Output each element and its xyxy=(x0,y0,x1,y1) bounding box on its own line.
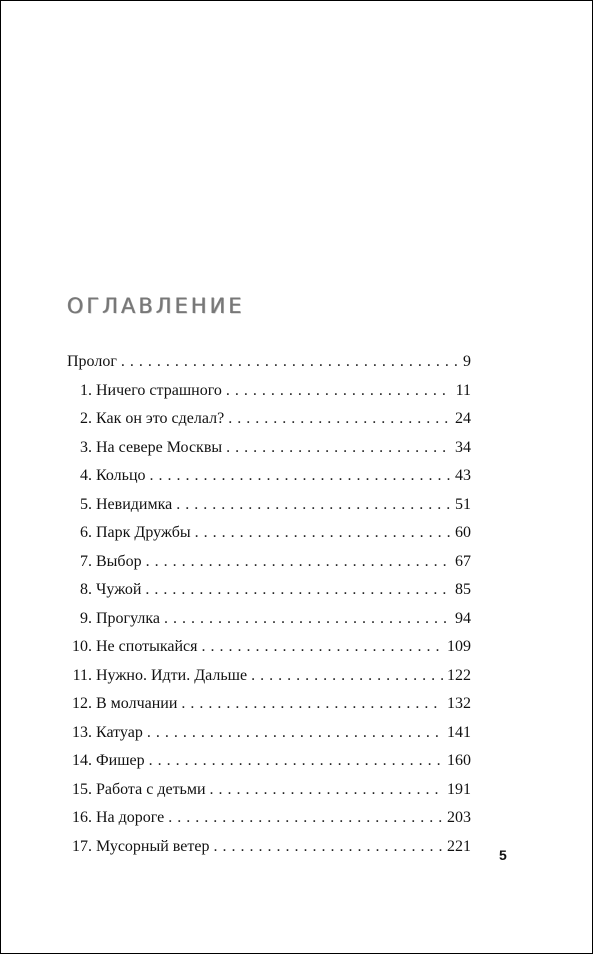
toc-entry-page: 94 xyxy=(455,609,471,627)
dot-leader xyxy=(121,353,459,371)
toc-entry-title: Ничего страшного xyxy=(96,381,222,399)
dot-leader xyxy=(145,581,451,599)
dot-leader xyxy=(181,695,443,713)
toc-entry xyxy=(67,667,471,696)
toc-entry xyxy=(67,781,471,810)
toc-heading: ОГЛАВЛЕНИЕ xyxy=(67,294,245,318)
toc-entry-prologue xyxy=(67,353,471,382)
toc-entry-title: Прогулка xyxy=(96,609,161,627)
dot-leader xyxy=(164,610,451,628)
dot-leader xyxy=(226,439,451,457)
dot-leader xyxy=(251,667,443,685)
toc-entry xyxy=(67,439,471,468)
toc-entry-number: 12. xyxy=(72,695,92,712)
dot-leader xyxy=(146,553,451,571)
toc-entry xyxy=(67,724,471,753)
toc-entry-number: 1. xyxy=(80,381,92,399)
table-of-contents xyxy=(67,353,471,866)
toc-entry xyxy=(67,838,471,867)
toc-entry-page: 160 xyxy=(447,752,471,769)
dot-leader xyxy=(228,410,451,428)
toc-entry-title: Фишер xyxy=(96,752,145,769)
toc-entry-number: 13. xyxy=(72,723,92,741)
toc-entry-page: 191 xyxy=(447,780,471,798)
toc-entry-number: 14. xyxy=(72,752,92,769)
toc-entry-title: Не спотыкайся xyxy=(96,638,198,655)
toc-entry-title: Выбор xyxy=(96,552,142,570)
toc-entry xyxy=(67,809,471,838)
dot-leader xyxy=(168,809,443,827)
toc-entry-page: 51 xyxy=(455,495,471,513)
toc-entry-number: 5. xyxy=(80,495,92,513)
toc-entry xyxy=(67,496,471,525)
toc-entry-number: 9. xyxy=(80,609,92,627)
dot-leader xyxy=(213,838,443,856)
toc-entry-number: 2. xyxy=(80,410,92,427)
toc-entry-page: 60 xyxy=(455,524,471,541)
toc-entry-title: В молчании xyxy=(96,695,178,712)
toc-entry xyxy=(67,610,471,639)
toc-entry xyxy=(67,553,471,582)
toc-entry-page: 67 xyxy=(455,552,471,570)
toc-entry-page: 132 xyxy=(447,695,471,712)
toc-entry-title: На дороге xyxy=(96,809,165,826)
toc-entry-number: 8. xyxy=(80,581,92,598)
toc-entry-page: 221 xyxy=(447,837,471,855)
toc-entry-page: 24 xyxy=(455,410,471,427)
toc-entry-page: 203 xyxy=(447,809,471,826)
toc-entry-page: 122 xyxy=(447,666,471,684)
toc-entry xyxy=(67,581,471,610)
dot-leader xyxy=(202,638,443,656)
toc-entry xyxy=(67,638,471,667)
toc-entry-number: 16. xyxy=(72,809,92,826)
dot-leader xyxy=(226,382,452,400)
toc-entry-title: Парк Дружбы xyxy=(96,524,191,541)
toc-entry-title: Как он это сделал? xyxy=(96,410,225,427)
toc-entry-page: 11 xyxy=(455,381,471,399)
toc-entry-title: Мусорный ветер xyxy=(96,837,210,855)
toc-entry-number: 3. xyxy=(80,438,92,456)
toc-entry-title: Катуар xyxy=(96,723,143,741)
toc-entry-title: Невидимка xyxy=(96,495,173,513)
toc-entry-page: 43 xyxy=(455,467,471,484)
toc-entry-title: Работа с детьми xyxy=(96,780,206,798)
toc-entry-number: 17. xyxy=(72,837,92,855)
toc-entry-title: Нужно. Идти. Дальше xyxy=(96,666,248,684)
toc-entry-page: 141 xyxy=(447,723,471,741)
dot-leader xyxy=(150,467,451,485)
dot-leader xyxy=(210,781,443,799)
dot-leader xyxy=(195,524,451,542)
toc-entry-title: Чужой xyxy=(96,581,142,598)
toc-entry-page: 9 xyxy=(463,353,471,370)
toc-entry-number: 6. xyxy=(80,524,92,541)
toc-entry-page: 85 xyxy=(455,581,471,598)
page-number: 5 xyxy=(499,847,507,863)
toc-entry xyxy=(67,524,471,553)
toc-entry xyxy=(67,695,471,724)
toc-entry-page: 34 xyxy=(455,438,471,456)
toc-entry-number: 10. xyxy=(72,638,92,655)
toc-entry xyxy=(67,410,471,439)
toc-entry xyxy=(67,382,471,411)
toc-entry xyxy=(67,467,471,496)
toc-entry-page: 109 xyxy=(447,638,471,655)
toc-entry xyxy=(67,752,471,781)
toc-entry-title: Пролог xyxy=(67,353,117,370)
toc-entry-number: 4. xyxy=(80,467,92,484)
toc-entry-title: На севере Москвы xyxy=(96,438,223,456)
dot-leader xyxy=(149,752,443,770)
toc-entry-number: 7. xyxy=(80,552,92,570)
dot-leader xyxy=(147,724,443,742)
toc-entry-title: Кольцо xyxy=(96,467,146,484)
dot-leader xyxy=(176,496,451,514)
toc-entry-number: 15. xyxy=(72,780,92,798)
toc-entry-number: 11. xyxy=(72,666,92,684)
